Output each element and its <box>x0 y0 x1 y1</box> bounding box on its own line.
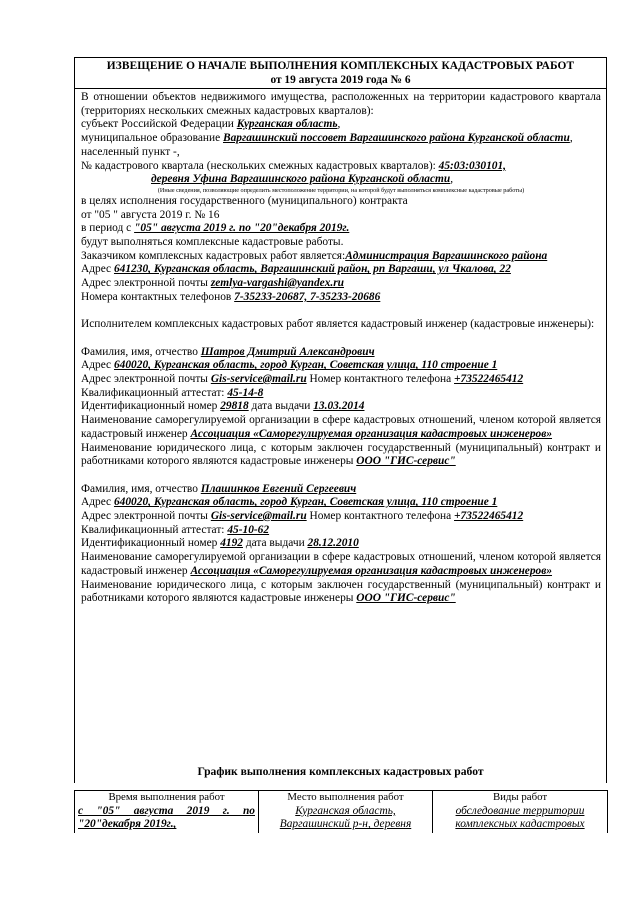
period-line <box>81 222 601 236</box>
engineer-contact-line <box>81 373 601 387</box>
municipality-value: Варгашинский поссовет Варгашинского района Курганской области <box>223 132 570 145</box>
engineer-address-line <box>81 359 601 373</box>
quarter-tail: , <box>450 173 454 186</box>
schedule-col-time: Время выполнения работ <box>75 791 259 805</box>
engineer-legal: ООО "ГИС-сервис" <box>356 592 456 605</box>
executor-intro: Исполнителем комплексных кадастровых работ является кадастровый инженер (кадастровые инженеры): <box>81 318 595 331</box>
engineer-date-label: дата выдачи <box>242 537 308 550</box>
period-value: "05" августа 2019 г. по "20"декабря 2019г. <box>134 222 350 235</box>
municipality-tail: , <box>569 132 573 145</box>
engineer-id: 4192 <box>220 537 243 550</box>
engineer-id-line <box>81 400 601 414</box>
customer-address-line <box>81 263 601 277</box>
engineer-address-label: Адрес <box>81 359 114 372</box>
quarter-line-2 <box>81 173 601 187</box>
subject-tail: , <box>337 118 341 131</box>
customer-phones-value: 7-35233-20687, 7-35233-20686 <box>234 290 381 303</box>
engineer-phone: +73522465412 <box>454 373 524 386</box>
engineer-phone-label: Номер контактного телефона <box>306 373 455 386</box>
engineer-date-label: дата выдачи <box>248 400 314 413</box>
engineer-sro: Ассоциация «Саморегулируемая организация кадастровых инженеров» <box>190 564 553 577</box>
engineer-legal-label: Наименование юридического лица, с которым заключен государственный (муниципальный) контракт и работниками которого являются кадастровые инженеры <box>81 578 601 605</box>
engineer-address: 640020, Курганская область, город Курган, Советская улица, 110 строение 1 <box>113 496 498 509</box>
schedule-title: График выполнения комплексных кадастровых работ <box>197 765 484 778</box>
schedule-row <box>75 805 608 833</box>
engineer-id: 29818 <box>220 400 249 413</box>
municipality-label: муниципальное образование <box>81 132 223 145</box>
engineer-sro: Ассоциация «Саморегулируемая организация кадастровых инженеров» <box>190 427 553 440</box>
notice-body <box>75 89 606 606</box>
engineer-cert-line <box>81 524 601 538</box>
notice-date: от 19 августа 2019 года № 6 <box>270 74 411 86</box>
contract-date: от "05 " августа 2019 г. № 16 <box>81 208 220 221</box>
customer-line <box>81 250 601 264</box>
engineer-cert: 45-10-62 <box>227 523 270 536</box>
intro-line: В отношении объектов недвижимого имущества, расположенных на территории кадастрового квартала (территориях нескольких смежных кадастровых кварталов): <box>81 91 601 117</box>
schedule-kind-value: обследование территории комплексных кадастровых <box>455 804 585 831</box>
quarter-value-2: деревня Уфина Варгашинского района Курганской области <box>151 173 451 186</box>
spacer <box>81 332 601 346</box>
engineer-contact-line <box>81 510 601 524</box>
engineer-id-label: Идентификационный номер <box>81 400 221 413</box>
schedule-place-value: Курганская область, Варгашинский р-н, деревня <box>279 804 412 831</box>
engineer-email[interactable]: Gis-service@mail.ru <box>210 510 307 523</box>
customer-email-line <box>81 277 601 291</box>
location-note: (Иные сведения, позволяющие определить местоположение территории, на которой будут выполняться комплексные кадастровые работы) <box>157 186 525 194</box>
engineer-block-1 <box>81 346 601 469</box>
notice-header <box>75 58 606 89</box>
engineer-email-label: Адрес электронной почты <box>81 510 211 523</box>
quarter-line <box>81 160 601 174</box>
engineer-date: 13.03.2014 <box>313 400 365 413</box>
subject-line <box>81 118 601 132</box>
engineer-cert-label: Квалификационный аттестат: <box>81 523 228 536</box>
engineer-address: 640020, Курганская область, город Курган, Советская улица, 110 строение 1 <box>113 359 498 372</box>
customer-phones-label: Номера контактных телефонов <box>81 290 235 303</box>
engineer-phone: +73522465412 <box>454 510 524 523</box>
engineer-legal-line <box>81 442 601 469</box>
schedule-table <box>74 790 608 833</box>
customer-email-label: Адрес электронной почты <box>81 277 211 290</box>
spacer <box>81 469 601 483</box>
engineer-sro-line <box>81 551 601 578</box>
engineer-name: Шатров Дмитрий Александрович <box>200 345 375 358</box>
schedule-cell-kind <box>433 805 608 833</box>
quarter-label: № кадастрового квартала (нескольких смежных кадастровых кварталов): <box>81 159 439 172</box>
schedule-cell-place <box>259 805 433 833</box>
settlement-line: населенный пункт -, <box>81 145 180 158</box>
engineer-id-label: Идентификационный номер <box>81 537 221 550</box>
contract-line: в целях исполнения государственного (муниципального) контракта <box>81 194 408 207</box>
customer-value: Администрация Варгашинского района <box>345 249 548 262</box>
engineer-address-label: Адрес <box>81 496 114 509</box>
engineer-legal-line <box>81 579 601 606</box>
schedule-col-kind: Виды работ <box>433 791 608 805</box>
engineer-sro-label: Наименование саморегулируемой организации в сфере кадастровых отношений, членом которой является кадастровый инженер <box>81 551 601 577</box>
notice-box <box>74 57 607 783</box>
engineer-cert-label: Квалификационный аттестат: <box>81 386 228 399</box>
engineer-block-2 <box>81 483 601 606</box>
engineer-sro-label: Наименование саморегулируемой организации в сфере кадастровых отношений, членом которой является кадастровый инженер <box>81 414 601 440</box>
customer-phones-line <box>81 291 601 305</box>
notice-title: ИЗВЕЩЕНИЕ О НАЧАЛЕ ВЫПОЛНЕНИЯ КОМПЛЕКСНЫХ КАДАСТРОВЫХ РАБОТ <box>106 60 575 72</box>
period-label: в период с <box>81 222 135 235</box>
engineer-name-line <box>81 483 601 497</box>
schedule-header-row <box>75 791 608 805</box>
engineer-phone-label: Номер контактного телефона <box>306 510 455 523</box>
quarter-value: 45:03:030101, <box>438 159 507 172</box>
schedule-time-value: с "05" августа 2019 г. по "20"декабря 2019г., <box>78 804 255 831</box>
municipality-line <box>81 132 601 146</box>
engineer-sro-line <box>81 414 601 441</box>
works-line: будут выполняться комплексные кадастровые работы. <box>81 236 344 249</box>
engineer-name: Плашинков Евгений Сергеевич <box>200 482 357 495</box>
engineer-legal: ООО "ГИС-сервис" <box>356 455 456 468</box>
subject-label: субъект Российской Федерации <box>81 118 237 131</box>
engineer-date: 28.12.2010 <box>307 537 359 550</box>
schedule-col-place: Место выполнения работ <box>259 791 433 805</box>
schedule-cell-time <box>75 805 259 833</box>
spacer <box>81 305 601 319</box>
engineer-email-label: Адрес электронной почты <box>81 373 211 386</box>
engineer-name-label: Фамилия, имя, отчество <box>81 482 201 495</box>
customer-label: Заказчиком комплексных кадастровых работ является: <box>81 249 346 262</box>
engineer-address-line <box>81 496 601 510</box>
engineer-name-label: Фамилия, имя, отчество <box>81 345 201 358</box>
engineer-name-line <box>81 346 601 360</box>
engineer-cert: 45-14-8 <box>227 386 264 399</box>
engineer-legal-label: Наименование юридического лица, с которым заключен государственный (муниципальный) контракт и работниками которого являются кадастровые инженеры <box>81 441 601 468</box>
customer-address-label: Адрес <box>81 263 114 276</box>
engineer-email[interactable]: Gis-service@mail.ru <box>210 373 307 386</box>
engineer-cert-line <box>81 387 601 401</box>
customer-address-value: 641230, Курганская область, Варгашинский район, рп Варгаши, ул Чкалова, 22 <box>113 263 511 276</box>
engineer-id-line <box>81 537 601 551</box>
customer-email-value[interactable]: zemlya-vargashi@yandex.ru <box>210 277 345 290</box>
subject-value: Курганская область <box>236 118 338 131</box>
